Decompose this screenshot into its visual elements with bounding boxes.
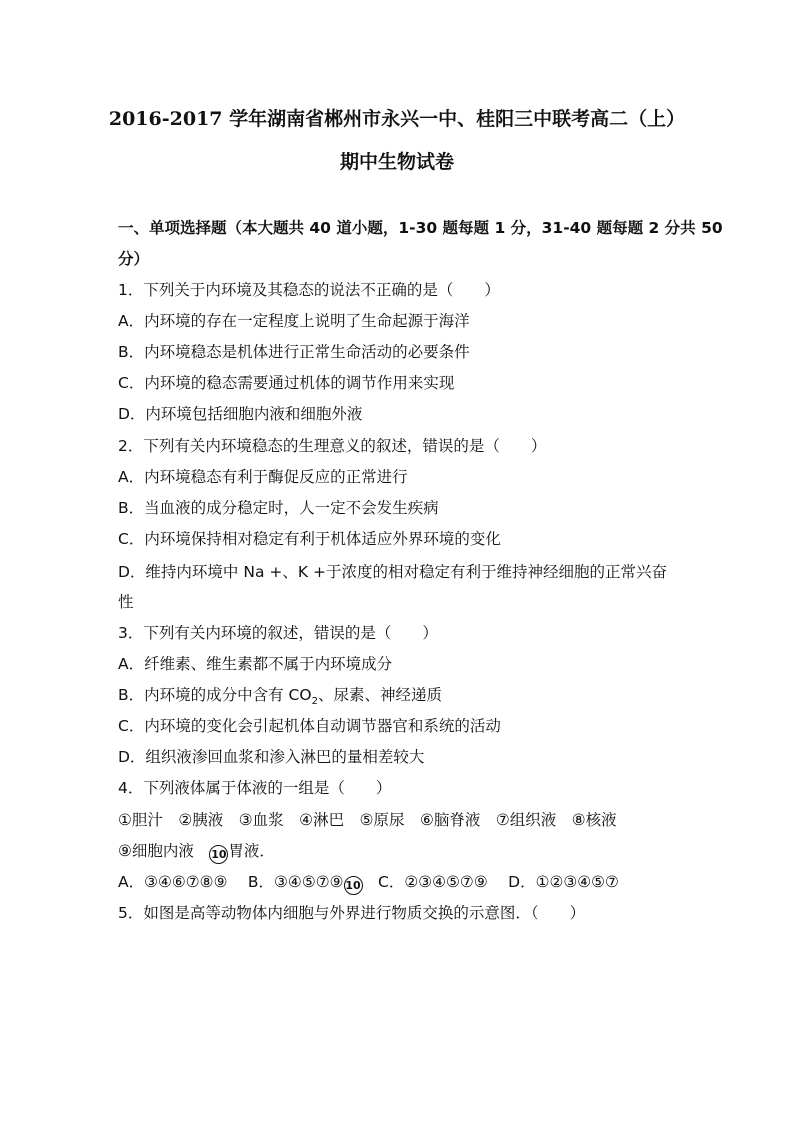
question-4-items-line-2 bbox=[118, 839, 275, 864]
question-2-option-c: C．内环境保持相对稳定有利于机体适应外界环境的变化 bbox=[118, 530, 501, 548]
question-4-items-line-2-post: 胃液． bbox=[228, 842, 275, 860]
question-3-option-b-sub: 2 bbox=[311, 696, 318, 708]
section-heading-line-1: 一、单项选择题（本大题共 40 道小题，1-30 题每题 1 分，31-40 题每题 2 分共 50 bbox=[118, 219, 723, 237]
question-1-stem: 1．下列关于内环境及其稳态的说法不正确的是（ ） bbox=[118, 281, 500, 299]
question-4-items-line-1: ①胆汁 ②胰液 ③血浆 ④淋巴 ⑤原尿 ⑥脑脊液 ⑦组织液 ⑧核液 bbox=[118, 811, 617, 829]
question-1-option-d: D．内环境包括细胞内液和细胞外液 bbox=[118, 405, 363, 423]
question-2-option-d-line-1: D．维持内环境中 Na +、K +于浓度的相对稳定有利于维持神经细胞的正常兴奋 bbox=[118, 563, 667, 581]
question-2-option-b: B．当血液的成分稳定时，人一定不会发生疾病 bbox=[118, 499, 439, 517]
question-3-option-c: C．内环境的变化会引起机体自动调节器官和系统的活动 bbox=[118, 717, 501, 735]
question-4-options bbox=[118, 870, 619, 895]
question-4-items-line-2-pre: ⑨细胞内液 bbox=[118, 842, 210, 860]
circled-ten-mark-option-b: 10 bbox=[344, 876, 363, 895]
question-4-options-pre: A．③④⑥⑦⑧⑨ B．③④⑤⑦⑨ bbox=[118, 873, 344, 891]
question-1-option-b: B．内环境稳态是机体进行正常生命活动的必要条件 bbox=[118, 343, 470, 361]
question-3-option-b-post: 、尿素、神经递质 bbox=[317, 686, 442, 704]
question-1-option-a: A．内环境的存在一定程度上说明了生命起源于海洋 bbox=[118, 312, 470, 330]
question-1-option-c: C．内环境的稳态需要通过机体的调节作用来实现 bbox=[118, 374, 455, 392]
section-heading-line-2: 分） bbox=[118, 250, 150, 268]
question-2-stem: 2．下列有关内环境稳态的生理意义的叙述，错误的是（ ） bbox=[118, 437, 547, 455]
circled-ten-mark: 10 bbox=[209, 845, 228, 864]
title-line-2: 期中生物试卷 bbox=[339, 151, 454, 173]
question-4-options-post: C．②③④⑤⑦⑨ D．①②③④⑤⑦ bbox=[362, 873, 619, 891]
question-3-option-d: D．组织液渗回血浆和渗入淋巴的量相差较大 bbox=[118, 748, 425, 766]
question-3-option-b-pre: B．内环境的成分中含有 CO bbox=[118, 686, 312, 704]
question-4-stem: 4．下列液体属于体液的一组是（ ） bbox=[118, 779, 392, 797]
question-5-stem: 5．如图是高等动物体内细胞与外界进行物质交换的示意图．（ ） bbox=[118, 904, 586, 922]
question-3-option-a: A．纤维素、维生素都不属于内环境成分 bbox=[118, 655, 393, 673]
title-line-1: 2016-2017 学年湖南省郴州市永兴一中、桂阳三中联考高二（上） bbox=[108, 108, 686, 130]
question-3-stem: 3．下列有关内环境的叙述，错误的是（ ） bbox=[118, 624, 438, 642]
question-2-option-a: A．内环境稳态有利于酶促反应的正常进行 bbox=[118, 468, 408, 486]
question-3-option-b bbox=[118, 683, 442, 707]
question-2-option-d-line-2: 性 bbox=[118, 593, 134, 611]
